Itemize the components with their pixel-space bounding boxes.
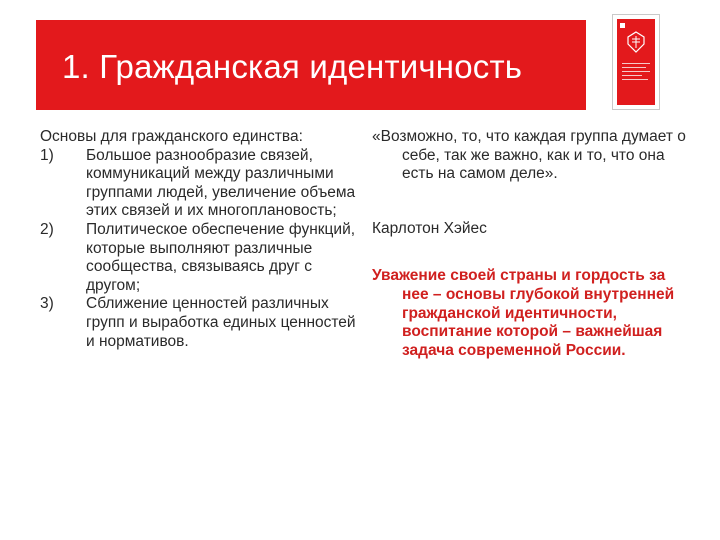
list-item-text: Сближение ценностей различных групп и выработка единых ценностей и нормативов. — [86, 295, 356, 350]
book-cover-icon — [617, 19, 655, 105]
emblem-icon — [626, 31, 646, 53]
list-item-text: Большое разнообразие связей, коммуникаций между различными группами людей, увеличение объема этих связей и их многоплановость; — [86, 146, 356, 220]
highlight-text: Уважение своей страны и гордость за нее – основы глубокой внутренней гражданской идентичности, воспитание которой – важнейшая задача современной России. — [372, 267, 675, 359]
list-item — [40, 147, 360, 221]
list-item — [40, 295, 360, 351]
slide-title: 1. Гражданская идентичность — [62, 48, 523, 85]
list-item-number: 3) — [40, 295, 54, 313]
title-banner — [36, 20, 586, 110]
right-column — [372, 128, 692, 360]
logo-mark-icon — [620, 23, 625, 28]
foundations-list — [40, 147, 360, 352]
list-item — [40, 221, 360, 295]
book-thumbnail — [612, 14, 660, 110]
quote-author: Карлотон Хэйес — [372, 219, 487, 237]
left-column — [40, 128, 360, 351]
quote-text: «Возможно, то, что каждая группа думает о себе, так же важно, как и то, что она есть на самом деле». — [372, 128, 686, 183]
intro-text: Основы для гражданского единства: — [40, 128, 303, 145]
list-item-text: Политическое обеспечение функций, которые выполняют различные сообщества, связываясь друг с другом; — [86, 220, 356, 294]
list-item-number: 1) — [40, 146, 54, 164]
list-item-number: 2) — [40, 220, 54, 238]
